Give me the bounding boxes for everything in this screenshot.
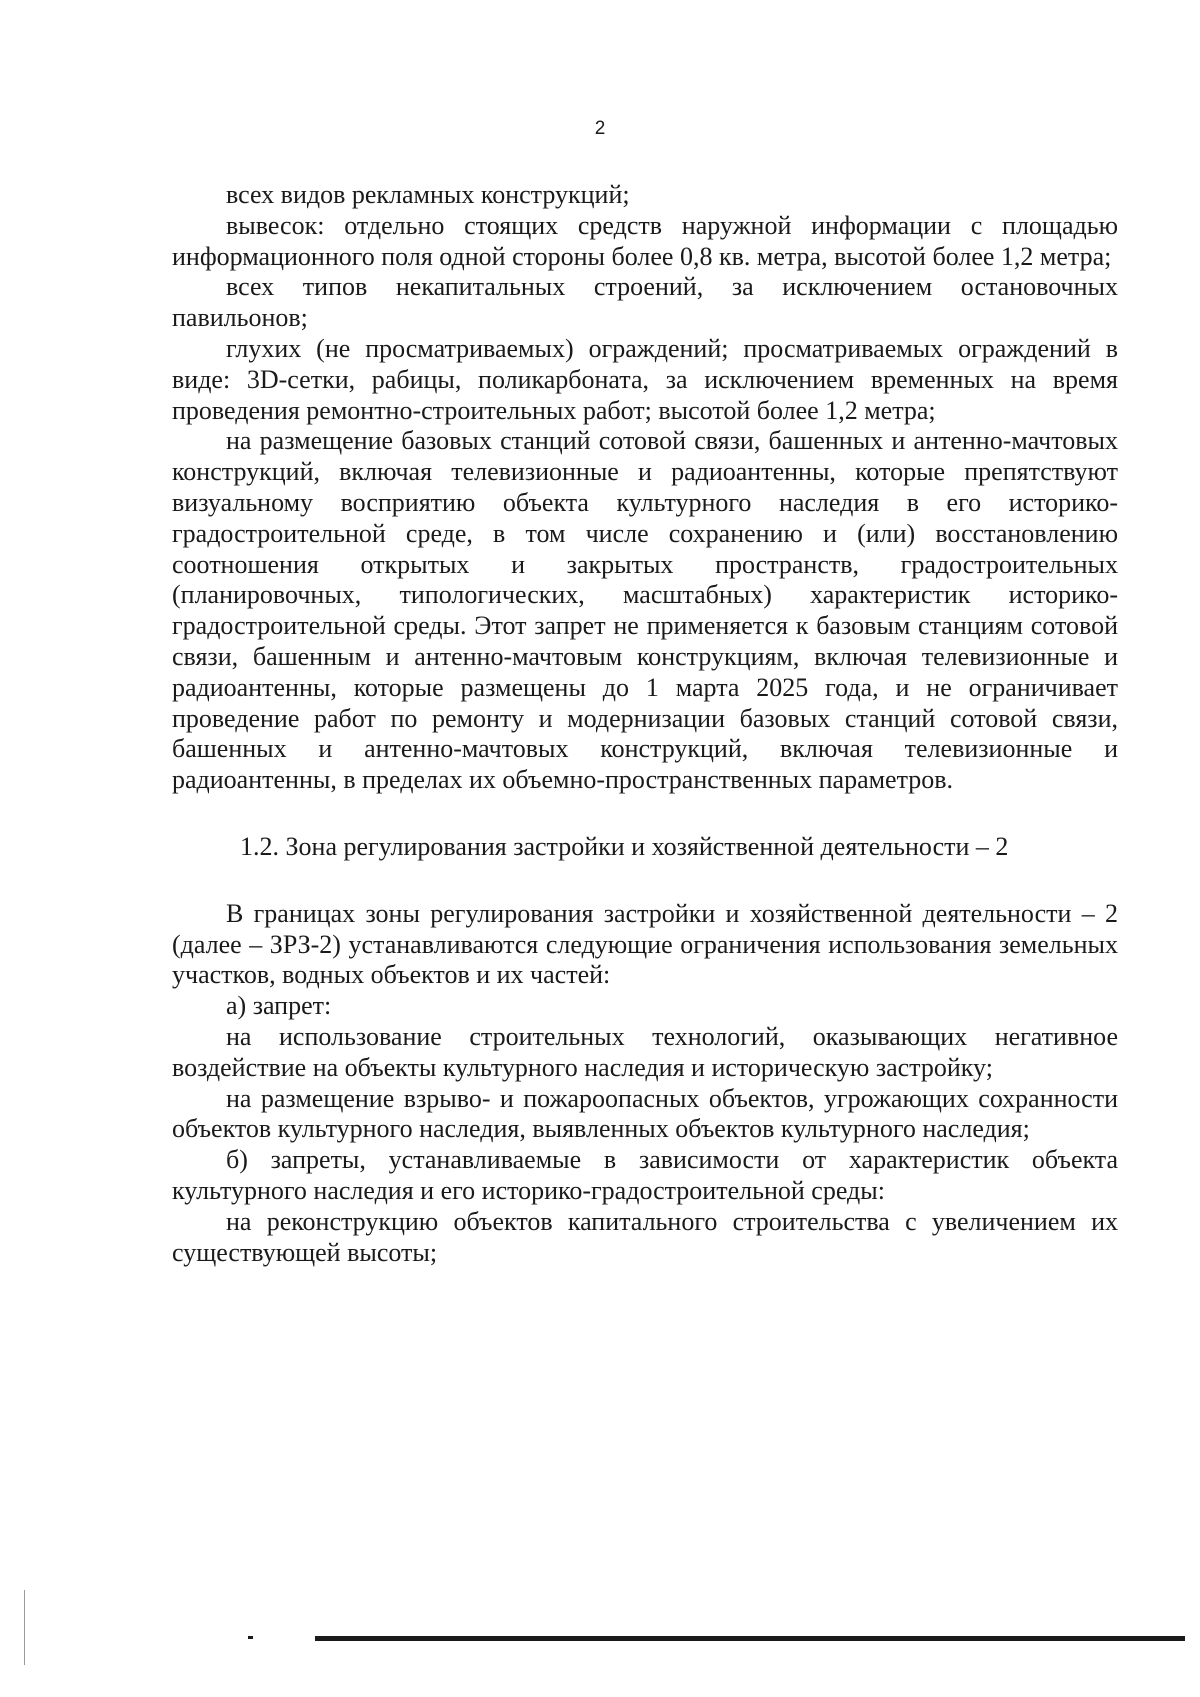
paragraph-fences: глухих (не просматриваемых) ограждений; просматриваемых ограждений в виде: 3D-сетки, рабицы, поликарбоната, за исключением временных на время проведения ремонтно-строительных работ; высотой более 1,2 метра; (172, 333, 1118, 425)
paragraph-temporary-structures: всех типов некапитальных строений, за исключением остановочных павильонов; (172, 272, 1118, 333)
paragraph-advertising: всех видов рекламных конструкций; (226, 180, 630, 209)
paragraph-zrz2-intro: В границах зоны регулирования застройки и хозяйственной деятельности – 2 (далее – ЗРЗ-2) устанавливаются следующие ограничения использования земельных участков, водных объектов и их частей: (172, 898, 1118, 990)
paragraph-signs: вывесок: отдельно стоящих средств наружной информации с площадью информационного поля одной стороны более 0,8 кв. метра, высотой более 1,2 метра; (172, 210, 1118, 271)
scan-dot-mark (248, 1636, 253, 1639)
scan-edge-mark (24, 1590, 25, 1665)
paragraph-reconstruction: на реконструкцию объектов капитального строительства с увеличением их существующей высоты; (172, 1206, 1118, 1267)
page-number: 2 (594, 118, 606, 139)
section-heading: 1.2. Зона регулирования застройки и хозяйственной деятельности – 2 (240, 831, 1009, 861)
paragraph-construction-tech: на использование строительных технологий, оказывающих негативное воздействие на объекты культурного наследия и историческую застройку; (172, 1021, 1118, 1082)
footer-rule (315, 1636, 1185, 1641)
document-body (172, 180, 1118, 1268)
paragraph-ban-b: б) запреты, устанавливаемые в зависимости от характеристик объекта культурного наследия и его историко-градостроительной среды: (172, 1145, 1118, 1205)
paragraph-cell-stations: на размещение базовых станций сотовой связи, башенных и антенно-мачтовых конструкций, включая телевизионные и радиоантенны, которые препятствуют визуальному восприятию объекта культурного наследия в его историко-градостроительной среде, в том числе сохранению и (или) восстановлению соотношения открытых и закрытых пространств, градостроительных (планировочных, типологических, масштабных) характеристик историко-градостроительной среды. Этот запрет не применяется к базовым станциям сотовой связи, башенным и антенно-мачтовым конструкциям, включая телевизионные и радиоантенны, которые размещены до 1 марта 2025 года, и не ограничивает проведение работ по ремонту и модернизации базовых станций сотовой связи, башенных и антенно-мачтовых конструкций, включая телевизионные и радиоантенны, в пределах их объемно-пространственных параметров. (172, 426, 1118, 795)
paragraph-ban-a: а) запрет: (226, 991, 332, 1021)
paragraph-hazardous-objects: на размещение взрыво- и пожароопасных объектов, угрожающих сохранности объектов культурного наследия, выявленных объектов культурного наследия; (172, 1083, 1118, 1144)
